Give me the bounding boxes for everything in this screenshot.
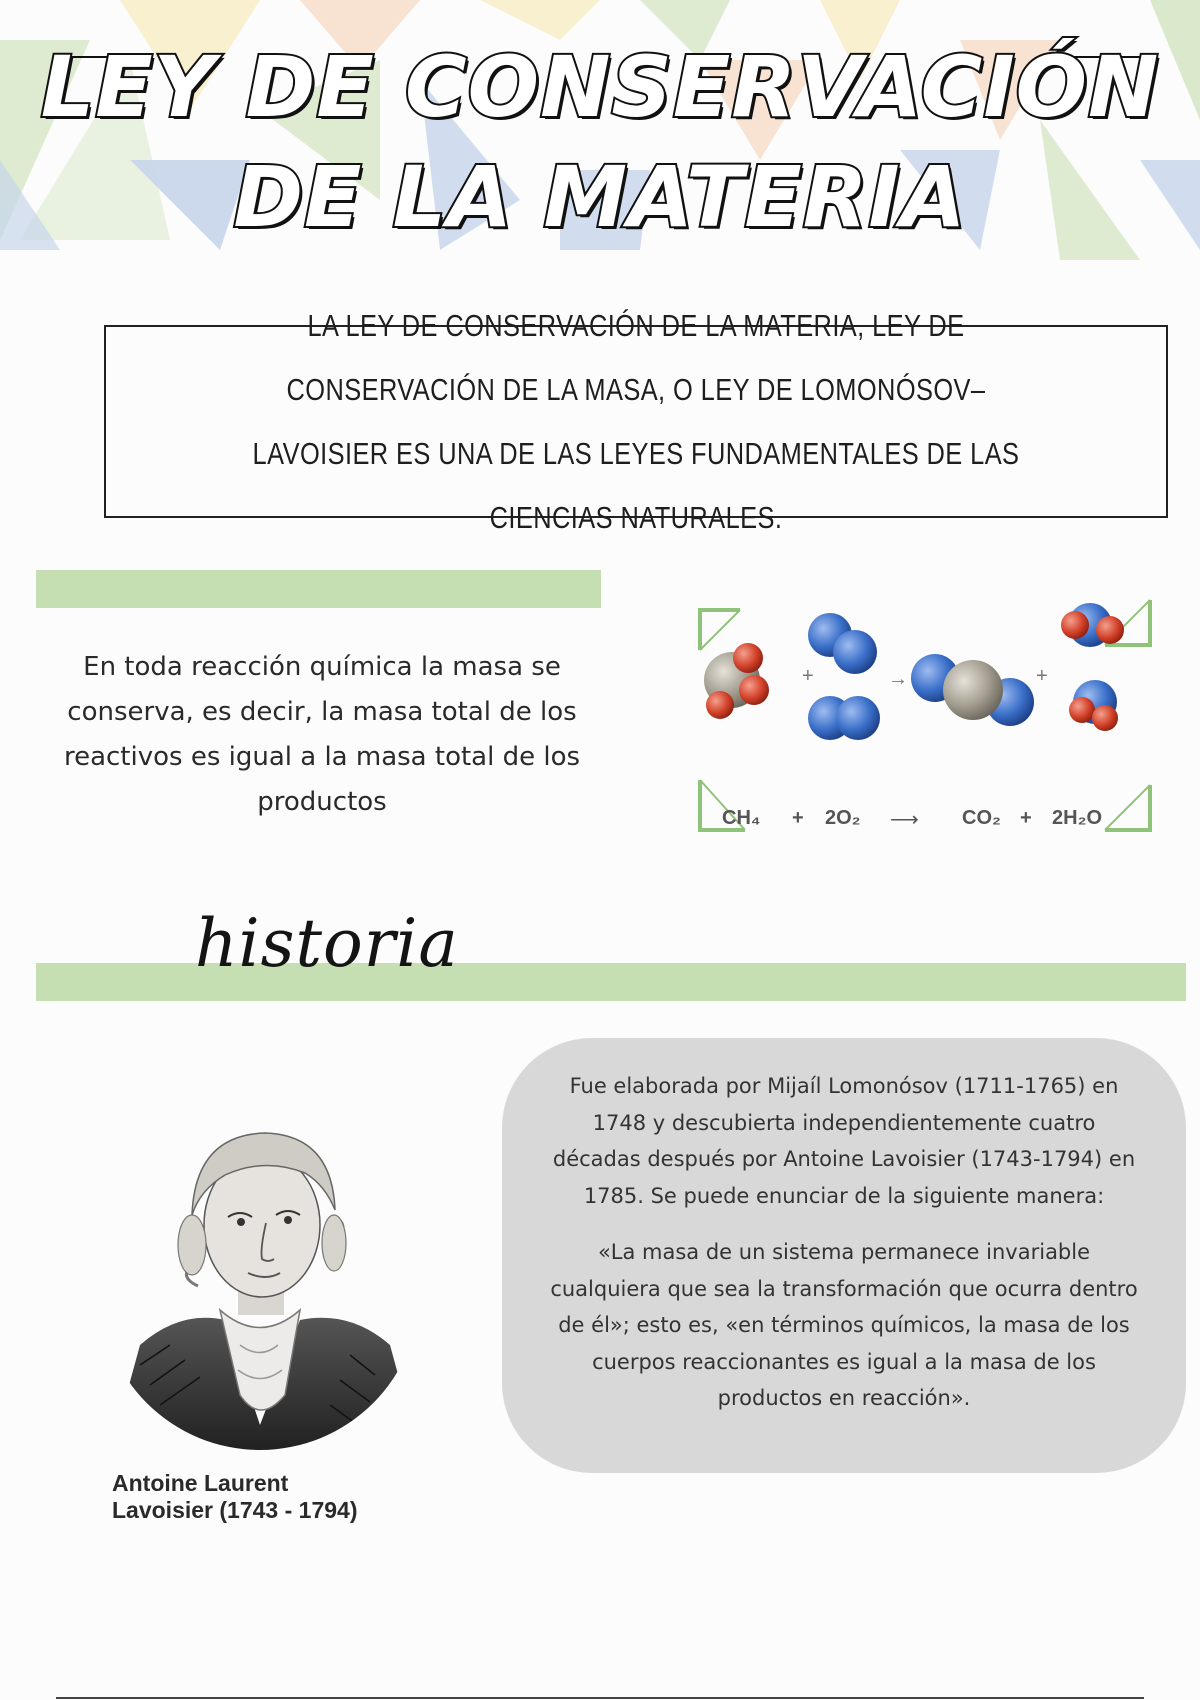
equation-plus-2: + (1020, 807, 1032, 829)
statement-green-bar (36, 570, 601, 608)
equation-plus-1: + (792, 807, 804, 829)
chemical-equation (700, 795, 1140, 845)
svg-text:+: + (802, 665, 814, 687)
equation-arrow: ⟶ (890, 809, 919, 831)
svg-text:+: + (1036, 665, 1048, 687)
equation-reactant-ch4: CH₄ (722, 807, 761, 829)
history-paragraph-2: «La masa de un sistema permanece invariable cualquiera que sea la transformación que ocurra dentro de él»; esto es, «en términos químicos, la masa de los cuerpos reaccionantes es igual a la masa de los productos en reacción». (550, 1240, 1138, 1410)
bottom-rule (56, 1697, 1144, 1699)
equation-product-co2: CO₂ (962, 807, 1001, 829)
history-paragraph-1: Fue elaborada por Mijaíl Lomonósov (1711-1765) en 1748 y descubierta independientemente cuatro décadas después por Antoine Lavoisier (1743-1794) en 1785. Se puede enunciar de la siguiente manera: (552, 1074, 1136, 1208)
svg-text:→: → (888, 668, 908, 690)
history-card (502, 1038, 1186, 1473)
definition-box (104, 307, 1168, 535)
portrait-caption-line-2: Lavoisier (1743 - 1794) (112, 1497, 358, 1523)
definition-text: LA LEY DE CONSERVACIÓN DE LA MATERIA, LEY DE CONSERVACIÓN DE LA MASA, O LEY DE LOMONÓSOV–LAVOISIER ES UNA DE LAS LEYES FUNDAMENTALES DE LAS CIENCIAS NATURALES. (252, 307, 1020, 535)
lavoisier-portrait (100, 1095, 420, 1455)
equation-reactant-o2: 2O₂ (825, 807, 861, 829)
conservation-statement: En toda reacción química la masa se conserva, es decir, la masa total de los reactivos es igual a la masa total de los productos (63, 652, 581, 817)
equation-product-h2o: 2H₂O (1052, 807, 1103, 829)
historia-heading: historia (195, 905, 459, 982)
page-title-line-1: LEY DE CONSERVACIÓN (40, 38, 1160, 136)
portrait-caption (112, 1470, 432, 1524)
page-title-line-2: DE LA MATERIA (233, 148, 967, 246)
portrait-caption-line-1: Antoine Laurent (112, 1470, 289, 1496)
